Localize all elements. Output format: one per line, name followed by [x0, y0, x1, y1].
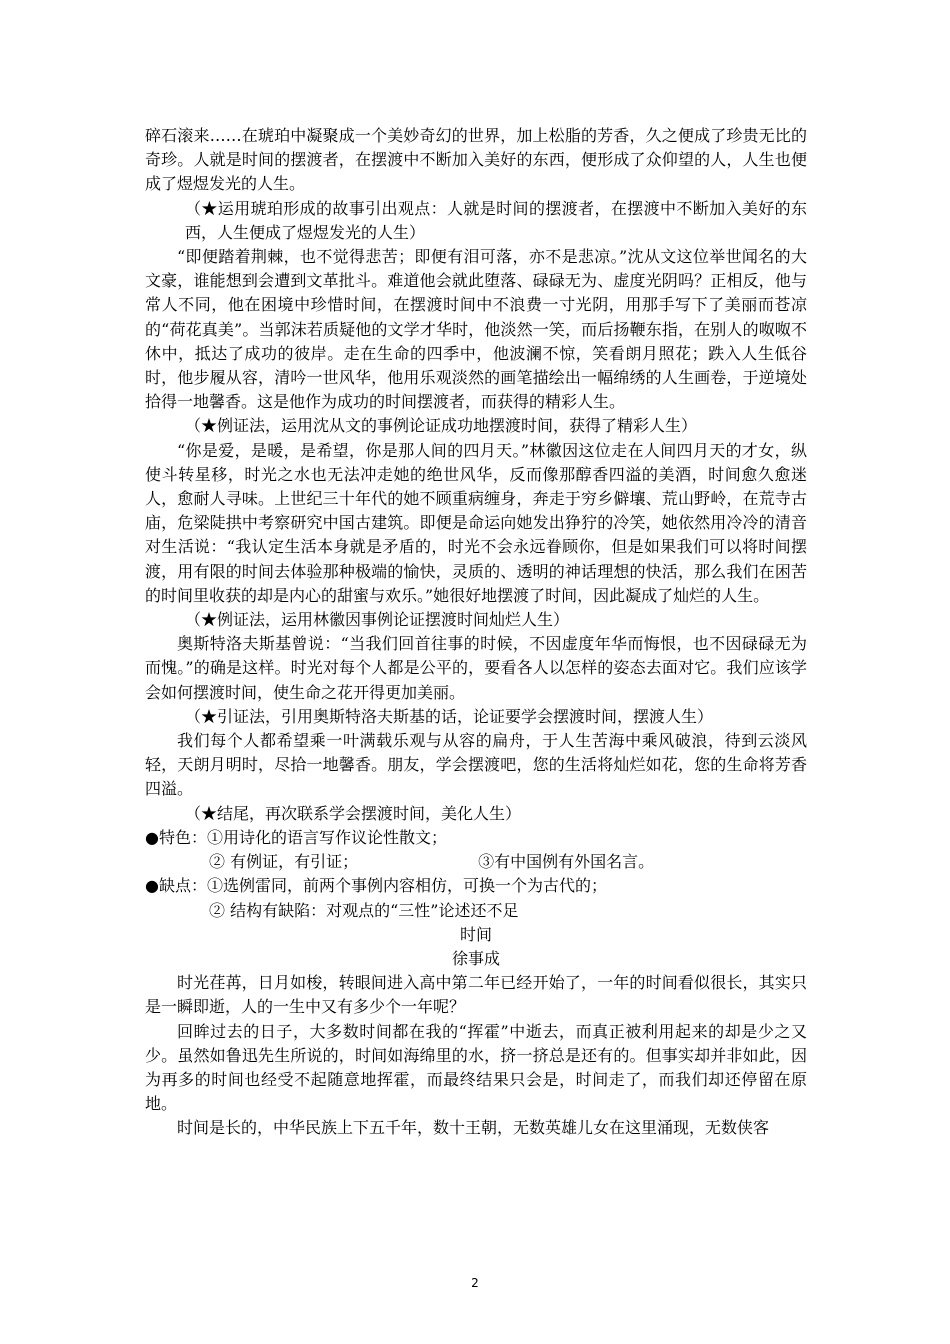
document-page [145, 124, 807, 1141]
annotation-shen-congwen: （★例证法，运用沈从文的事例论证成功地摆渡时间，获得了精彩人生） [185, 416, 698, 436]
weaknesses-item-2: ② 结构有缺陷：对观点的“三性”论述还不足 [209, 900, 519, 920]
weaknesses-line [145, 874, 807, 898]
essay-paragraph-3: 时间是长的，中华民族上下五千年，数十王朝，无数英雄儿女在这里涌现，无数侠客 [177, 1118, 770, 1138]
paragraph-ostrovsky: 奥斯特洛夫斯基曾说：“当我们回首往事的时候，不因虚度年华而悔恨，也不因碌碌无为而愧。”的确是这样。时光对每个人都是公平的，要看各人以怎样的姿态去面对它。我们应该学会如何摆渡时间，使生命之花开得更加美丽。 [145, 634, 807, 702]
annotation-amber: （★运用琥珀形成的故事引出观点：人就是时间的摆渡者，在摆渡中不断加入美好的东西，人生便成了煜煜发光的人生） [185, 198, 807, 242]
essay-author: 徐事成 [451, 948, 500, 968]
annotation-conclusion: （★结尾，再次联系学会摆渡时间，美化人生） [185, 803, 522, 823]
annotation-ostrovsky: （★引证法，引用奥斯特洛夫斯基的话，论证要学会摆渡时间，摆渡人生） [185, 706, 714, 726]
paragraph-shen-congwen: “即便踏着荆棘，也不觉得悲苦；即便有泪可落，亦不是悲凉。”沈从文这位举世闻名的大文豪，谁能想到会遭到文革批斗。难道他会就此堕落、碌碌无为、虚度光阴吗？正相反，他与常人不同，他在困境中珍惜时间，在摆渡时间中不浪费一寸光阴，用那手写下了美丽而苍凉的“荷花真美”。当郭沫若质疑他的文学才华时，他淡然一笑，而后扬鞭东指，在别人的呶呶不休中，抵达了成功的彼岸。走在生命的四季中，他波澜不惊，笑看朗月照花；跌入人生低谷时，他步履从容，清吟一世风华，他用乐观淡然的画笔描绘出一幅绵绣的人生画卷，于逆境处拾得一地馨香。这是他作为成功的时间摆渡者，而获得的精彩人生。 [145, 247, 807, 412]
weaknesses-label: 缺点： [158, 876, 207, 896]
page-number: 2 [471, 1276, 479, 1290]
features-item-3: ③有中国例有外国名言。 [478, 852, 655, 872]
paragraph-amber-story: 碎石滚来……在琥珀中凝聚成一个美妙奇幻的世界，加上松脂的芳香，久之便成了珍贵无比的奇珍。人就是时间的摆渡者，在摆渡中不断加入美好的东西，便形成了众仰望的人，人生也便成了煜煜发光的人生。 [145, 126, 807, 194]
essay-title: 时间 [459, 924, 492, 944]
features-subline [145, 850, 807, 874]
essay-paragraph-2: 回眸过去的日子，大多数时间都在我的“挥霍”中逝去，而真正被利用起来的却是少之又少。虽然如鲁迅先生所说的，时间如海绵里的水，挤一挤总是还有的。但事实却并非如此，因为再多的时间也经受不起随意地挥霍，而最终结果只会是，时间走了，而我们却还停留在原地。 [145, 1021, 807, 1114]
essay-paragraph-1: 时光荏苒，日月如梭，转眼间进入高中第二年已经开始了，一年的时间看似很长，其实只是一瞬即逝，人的一生中又有多少个一年呢？ [145, 973, 807, 1017]
features-label: 特色： [158, 827, 207, 847]
weaknesses-subline [145, 899, 807, 923]
features-line [145, 826, 807, 850]
bullet-icon: ● [145, 827, 159, 847]
weaknesses-item-1: ①选例雷同，前两个事例内容相仿，可换一个为古代的； [206, 876, 607, 896]
paragraph-conclusion: 我们每个人都希望乘一叶满载乐观与从容的扁舟，于人生苦海中乘风破浪，待到云淡风轻，天朗月明时，尽拾一地馨香。朋友，学会摆渡吧，您的生活将灿烂如花，您的生命将芳香四溢。 [145, 731, 807, 799]
bullet-icon: ● [145, 876, 159, 896]
paragraph-lin-huiyin: “你是爱，是暖，是希望，你是那人间的四月天。”林徽因这位走在人间四月天的才女，纵使斗转星移，时光之水也无法冲走她的绝世风华，反而像那醇香四溢的美酒，时间愈久愈迷人，愈耐人寻味。上世纪三十年代的她不顾重病缠身，奔走于穷乡僻壤、荒山野岭，在荒寺古庙，危梁陡拱中考察研究中国古建筑。即便是命运向她发出狰狞的冷笑，她依然用冷冷的清音对生活说：“我认定生活本身就是矛盾的，时光不会永远眷顾你，但是如果我们可以将时间摆渡，用有限的时间去体验那种极端的愉快，灵质的、透明的神话理想的快活，那么我们在困苦的时间里收获的却是内心的甜蜜与欢乐。”她很好地摆渡了时间，因此凝成了灿烂的人生。 [145, 440, 807, 605]
annotation-lin-huiyin: （★例证法，运用林徽因事例论证摆渡时间灿烂人生） [185, 610, 570, 630]
features-item-2: ② 有例证，有引证； [209, 852, 359, 872]
features-item-1: ①用诗化的语言写作议论性散文； [206, 827, 447, 847]
